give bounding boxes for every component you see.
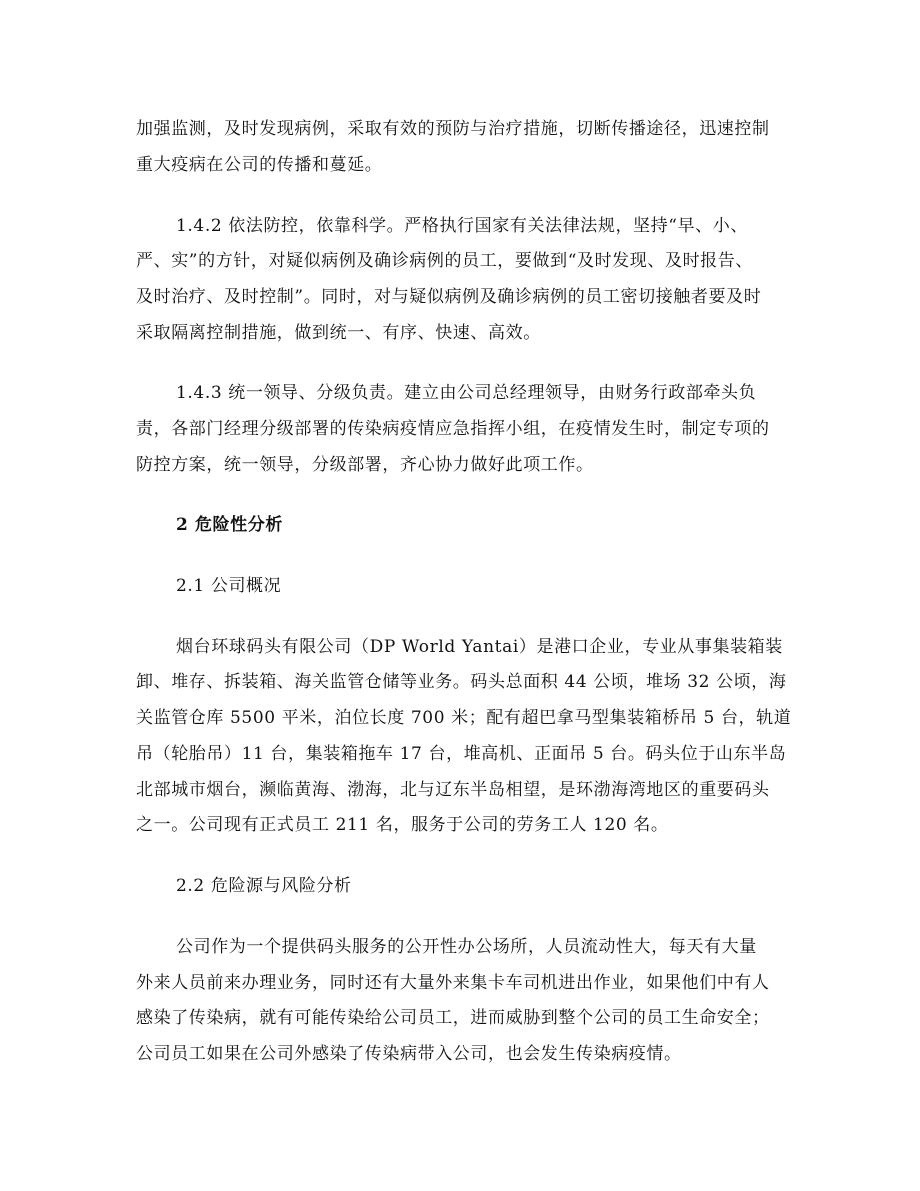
paragraph-line: 公司作为一个提供码头服务的公开性办公场所，人员流动性大，每天有大量 (176, 937, 757, 957)
paragraph-line: 外来人员前来办理业务，同时还有大量外来集卡车司机进出作业，如果他们中有人 (136, 973, 770, 993)
paragraph-line: 北部城市烟台，濒临黄海、渤海，北与辽东半岛相望，是环渤海湾地区的重要码头 (136, 780, 770, 800)
paragraph-line: 严、实”的方针，对疑似病例及确诊病例的员工，要做到“及时发现、及时报告、 (136, 251, 753, 271)
paragraph-line: 之一。公司现有正式员工 211 名，服务于公司的劳务工人 120 名。 (136, 815, 669, 835)
paragraph-line: 加强监测，及时发现病例，采取有效的预防与治疗措施，切断传播途径，迅速控制 (136, 119, 770, 139)
paragraph-line: 卸、堆存、拆装箱、海关监管仓储等业务。码头总面积 44 公顷，堆场 32 公顷，海 (136, 672, 787, 692)
subsection-heading: 2.1 公司概况 (176, 576, 282, 596)
paragraph-line: 公司员工如果在公司外感染了传染病带入公司，也会发生传染病疫情。 (136, 1044, 682, 1064)
paragraph-line: 采取隔离控制措施，做到统一、有序、快速、高效。 (136, 323, 541, 343)
paragraph-line: 关监管仓库 5500 平米，泊位长度 700 米；配有超巴拿马型集装箱桥吊 5 台，轨道 (136, 708, 792, 728)
paragraph-line: 重大疫病在公司的传播和蔓延。 (136, 155, 383, 175)
paragraph-line: 感染了传染病，就有可能传染给公司员工，进而威胁到整个公司的员工生命安全； (136, 1008, 770, 1028)
paragraph-line: 防控方案，统一领导，分级部署，齐心协力做好此项工作。 (136, 455, 594, 475)
paragraph-line: 1.4.3 统一领导、分级负责。建立由公司总经理领导，由财务行政部牵头负 (176, 383, 757, 403)
paragraph-line: 及时治疗、及时控制”。同时，对与疑似病例及确诊病例的员工密切接触者要及时 (136, 287, 762, 307)
paragraph-line: 责，各部门经理分级部署的传染病疫情应急指挥小组，在疫情发生时，制定专项的 (136, 419, 770, 439)
paragraph-line: 烟台环球码头有限公司（DP World Yantai）是港口企业，专业从事集装箱装 (176, 637, 783, 657)
paragraph-line: 吊（轮胎吊）11 台，集装箱拖车 17 台，堆高机、正面吊 5 台。码头位于山东半岛 (136, 744, 787, 764)
subsection-heading: 2.2 危险源与风险分析 (176, 876, 352, 896)
paragraph-line: 1.4.2 依法防控，依靠科学。严格执行国家有关法律法规，坚持“早、小、 (176, 216, 748, 236)
section-heading: 2 危险性分析 (176, 515, 283, 535)
